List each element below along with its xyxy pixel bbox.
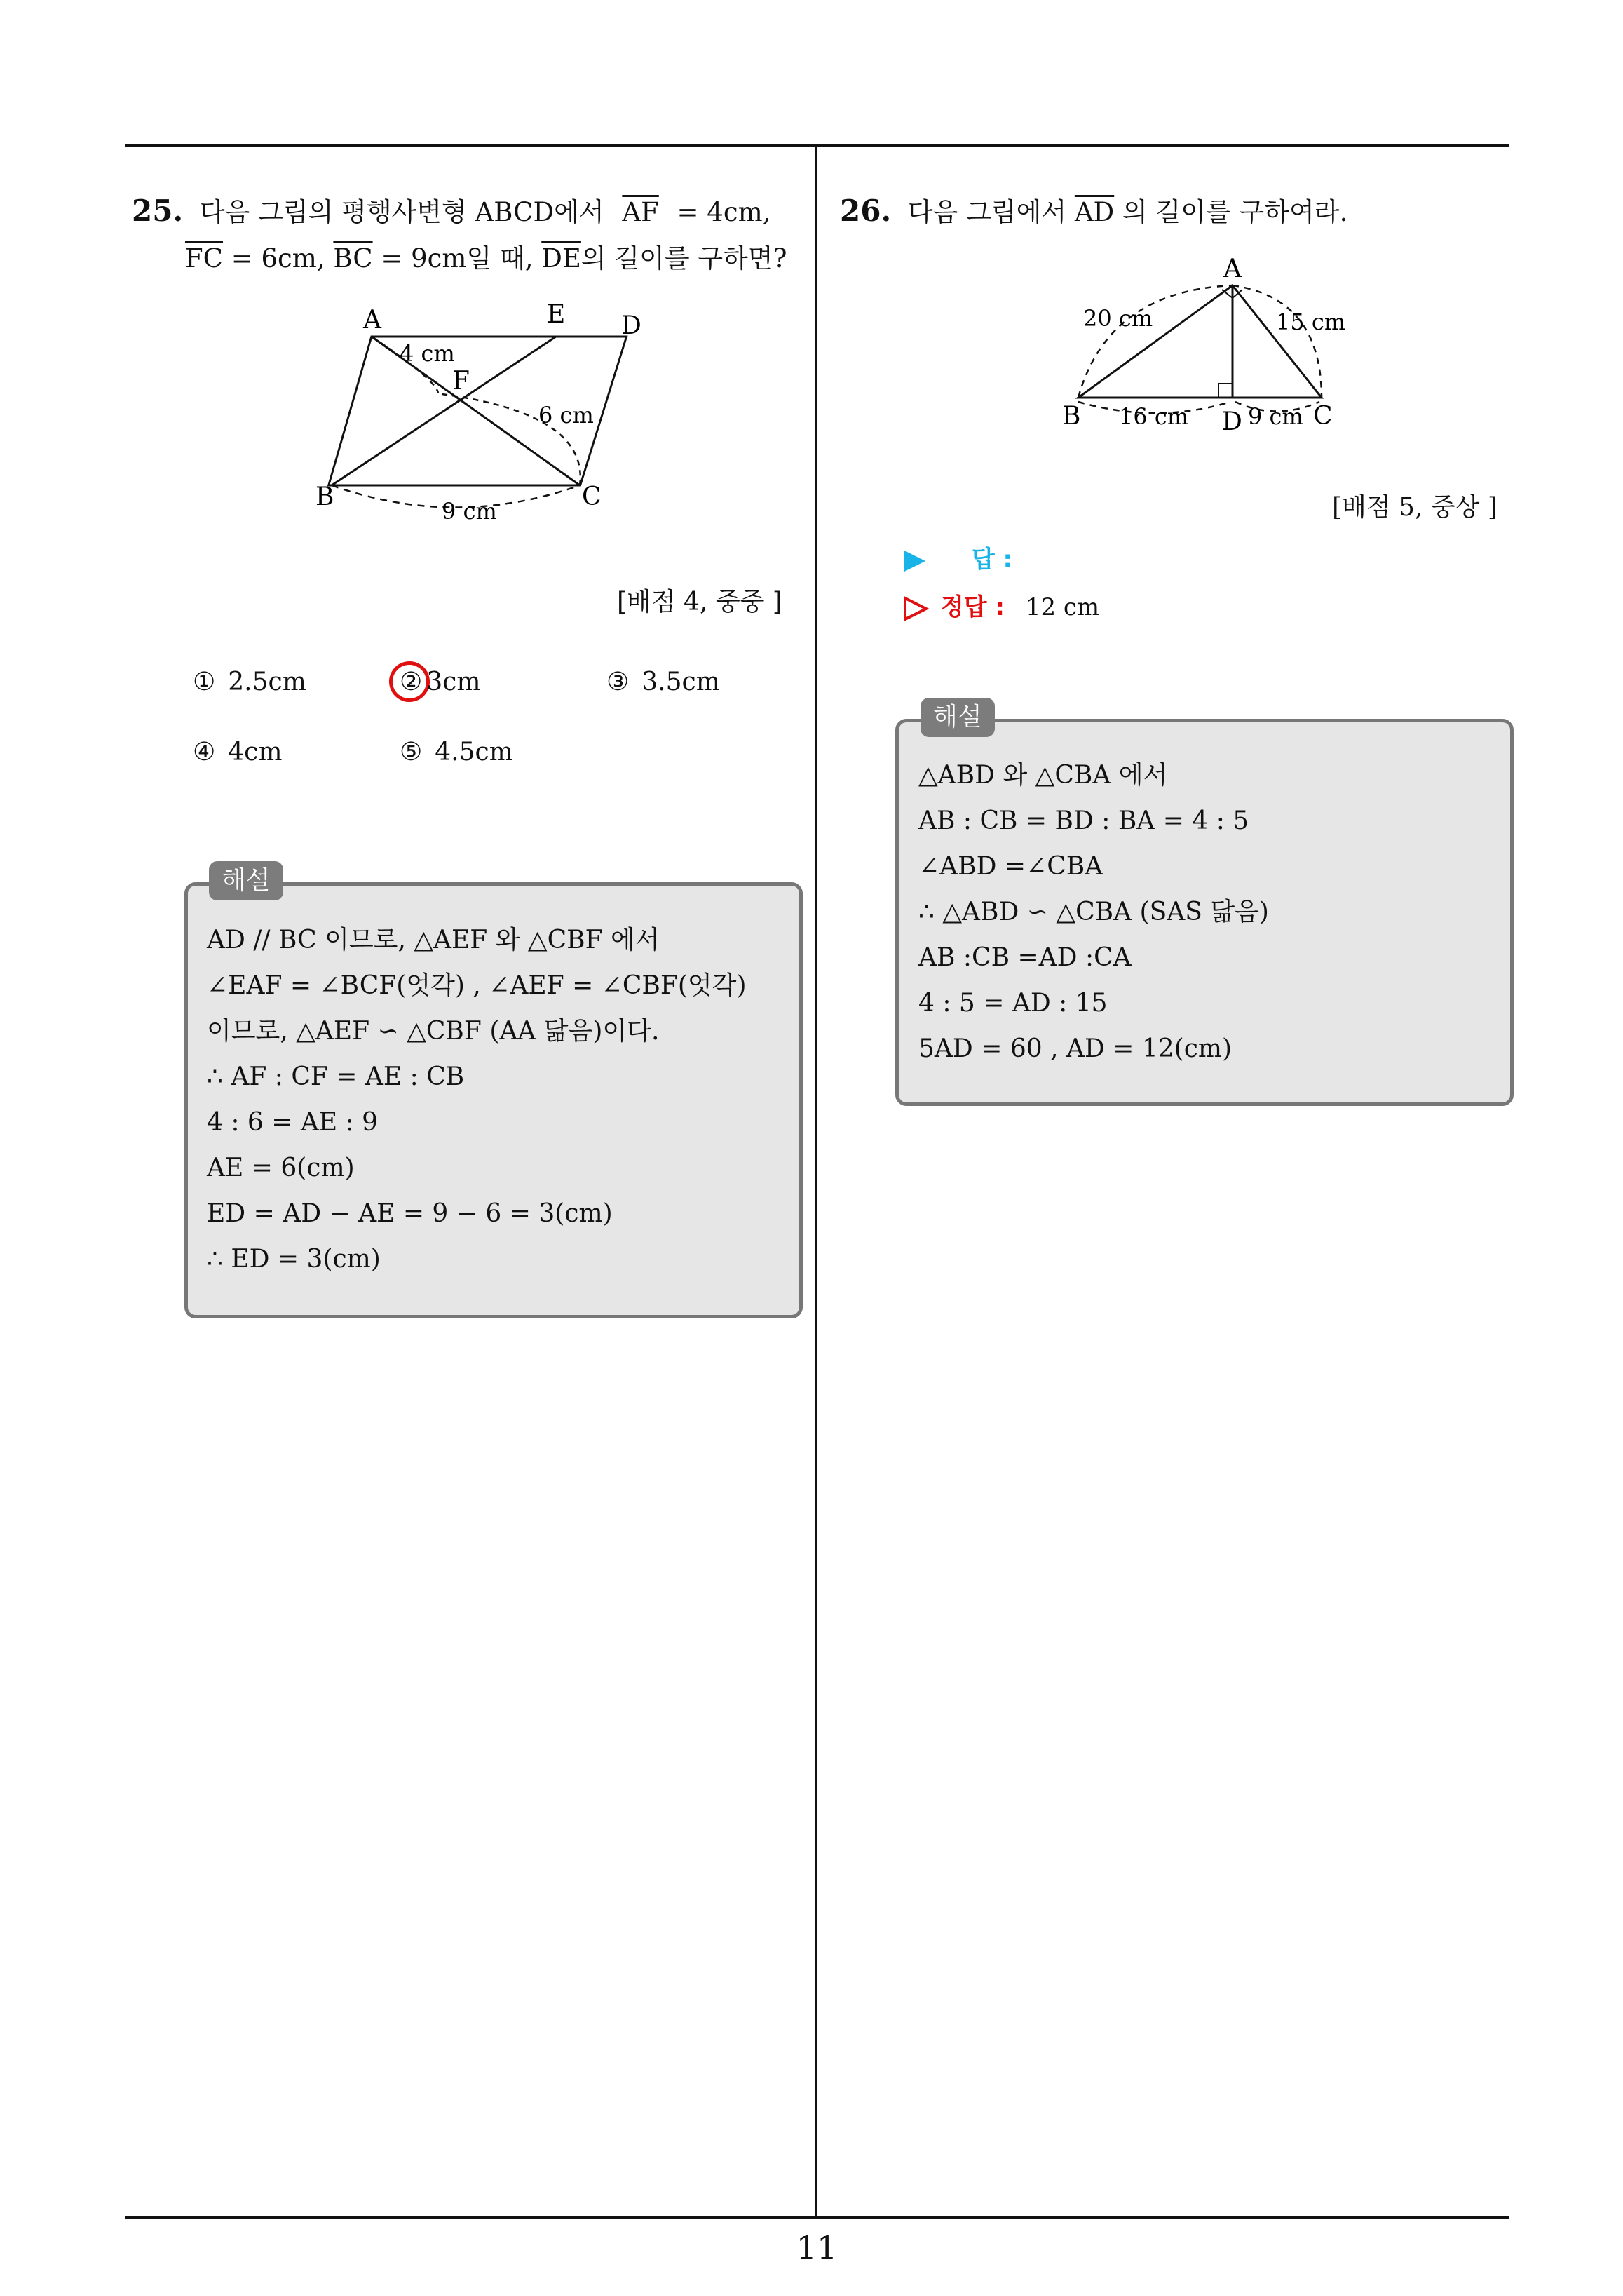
vertex-F: F [452,367,470,396]
explanation-text-26: △ABD 와 △CBA 에서 AB : CB = BD : BA = 4 : 5 ∠ABD =∠CBA ∴ △ABD ∽ △CBA (SAS 닮음) AB :CB =AD :CA 4 : 5 = AD : 15 5AD = 60 , AD = 12(cm) [918,761,1269,1063]
explanation-text-25: AD // BC 이므로, △AEF 와 △CBF 에서 ∠EAF = ∠BCF(엇각) , ∠AEF = ∠CBF(엇각) 이므로, △AEF ∽ △CBF (AA 닮음)이다. ∴ AF : CF = AE : CB 4 : 6 = AE : 9 AE = 6(cm) ED = AD − AE = 9 − 6 = 3(cm) ∴ ED = 3(cm) [207,926,747,1274]
choice-2[interactable]: ② 3cm [400,668,481,696]
correct-answer-value: 12 cm [1025,593,1100,621]
bottom-rule [125,2216,1509,2219]
vertex-A: A [363,306,381,335]
question-26-score: [배점 5, 중상 ] [1332,493,1498,522]
label-af: 4 cm [400,340,455,367]
question-number: 25. [132,194,184,228]
outline-arrow-icon [903,596,928,621]
label-fc: 6 cm [538,402,594,428]
choice-1[interactable]: ① 2.5cm [193,668,306,696]
label-ab: 20 cm [1083,305,1153,332]
choice-4[interactable]: ④ 4cm [193,738,283,767]
question-number: 26. [840,194,892,228]
vertex-C: C [582,482,602,511]
choice-3[interactable]: ③ 3.5cm [606,668,720,696]
question-25-score: [배점 4, 중중 ] [617,588,782,616]
vertex-D: D [621,311,641,340]
vertex-B: B [1062,402,1081,431]
vertex-C: C [1313,402,1333,431]
label-bd: 16 cm [1119,403,1189,430]
correct-answer-row: 정답 : 12 cm [903,588,1099,622]
answer-row: 답 : [903,540,1012,574]
parallelogram-figure [308,295,641,533]
play-arrow-icon [903,549,927,573]
label-dc: 9 cm [1248,403,1303,430]
vertex-B: B [315,482,334,511]
question-25-text: 25. 다음 그림의 평행사변형 ABCD에서 $\overline{AF} = 4cm$, $\overline{FC} = 6cm$, $\overline{BC} = 9cm$일 때, $\overline{DE}$의 길이를 구하면? [132,194,787,274]
question-26-text: 26. 다음 그림에서 $\overline{AD}$ 의 길이를 구하여라. [840,194,1348,228]
right-triangle-figure [1052,249,1360,438]
label-bc: 9 cm [442,498,497,525]
vertex-A: A [1223,255,1242,283]
label-ac: 15 cm [1276,309,1346,335]
vertex-D: D [1222,407,1242,436]
choice-5[interactable]: ⑤ 4.5cm [400,738,513,767]
explanation-tag-25: 해설 [209,861,283,900]
vertex-E: E [547,300,566,329]
page-number: 11 [796,2229,838,2267]
column-divider [815,144,817,2219]
explanation-tag-26: 해설 [921,698,995,737]
